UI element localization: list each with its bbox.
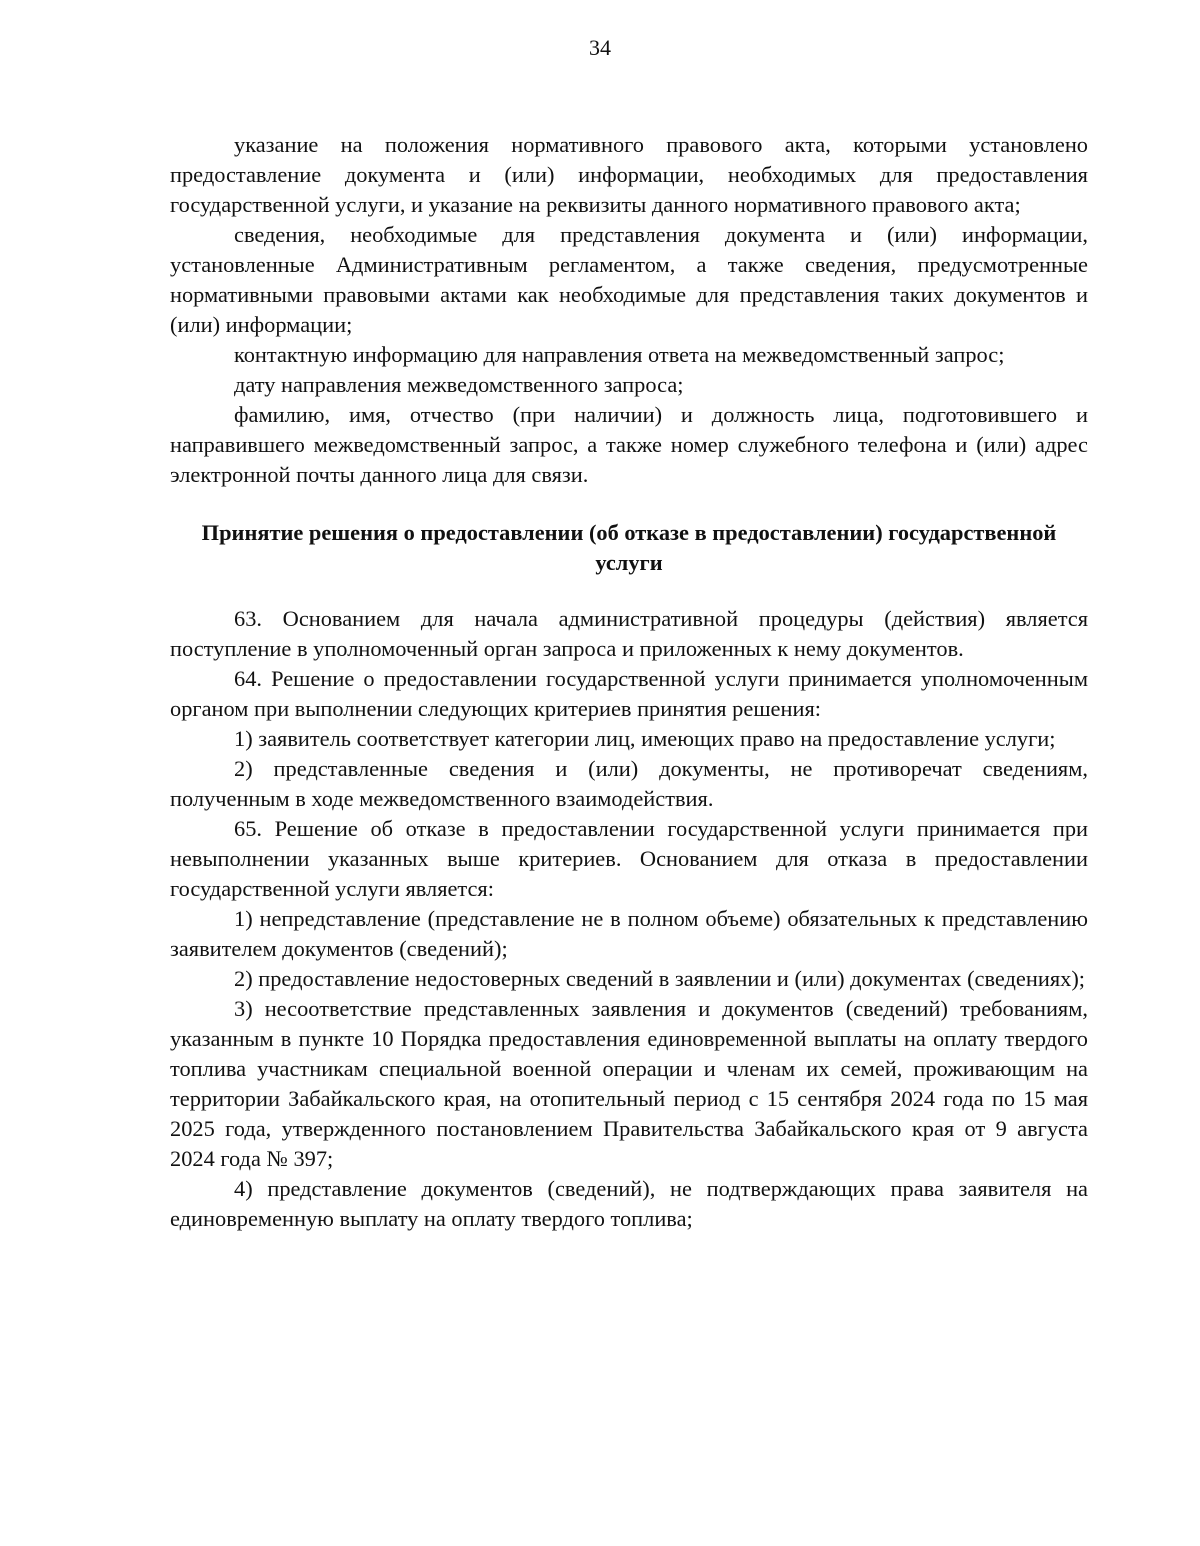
- paragraph: 2) представленные сведения и (или) документы, не противоречат сведениям, полученным в ходе межведомственного взаимодействия.: [170, 756, 1088, 811]
- document-body: [170, 130, 1088, 1234]
- paragraph: 1) заявитель соответствует категории лиц, имеющих право на предоставление услуги;: [234, 726, 1056, 751]
- paragraph: 4) представление документов (сведений), не подтверждающих права заявителя на единовременную выплату на оплату твердого топлива;: [170, 1176, 1088, 1231]
- paragraph: 64. Решение о предоставлении государственной услуги принимается уполномоченным органом при выполнении следующих критериев принятия решения:: [170, 666, 1088, 721]
- paragraph: 63. Основанием для начала административной процедуры (действия) является поступление в уполномоченный орган запроса и приложенных к нему документов.: [170, 606, 1088, 661]
- paragraph: указание на положения нормативного правового акта, которыми установлено предоставление документа и (или) информации, необходимых для предоставления государственной услуги, и указание на реквизиты данного нормативного правового акта;: [170, 132, 1088, 217]
- section-heading: Принятие решения о предоставлении (об отказе в предоставлении) государственной услуги: [201, 520, 1057, 575]
- paragraph: 2) предоставление недостоверных сведений в заявлении и (или) документах (сведениях);: [234, 966, 1086, 991]
- paragraph: 3) несоответствие представленных заявления и документов (сведений) требованиям, указанным в пункте 10 Порядка предоставления единовременной выплаты на оплату твердого топлива участникам специальной военной операции и членам их семей, проживающим на территории Забайкальского края, на отопительный период с 15 сентября 2024 года по 15 мая 2025 года, утвержденного постановлением Правительства Забайкальского края от 9 августа 2024 года № 397;: [170, 996, 1088, 1171]
- paragraph: сведения, необходимые для представления документа и (или) информации, установленные Административным регламентом, а также сведения, предусмотренные нормативными правовыми актами как необходимые для представления таких документов и (или) информации;: [170, 222, 1088, 337]
- paragraph: 65. Решение об отказе в предоставлении государственной услуги принимается при невыполнении указанных выше критериев. Основанием для отказа в предоставлении государственной услуги является:: [170, 816, 1088, 901]
- paragraph: дату направления межведомственного запроса;: [234, 372, 684, 397]
- page-number: 34: [589, 35, 611, 60]
- paragraph: контактную информацию для направления ответа на межведомственный запрос;: [234, 342, 1005, 367]
- paragraph: 1) непредставление (представление не в полном объеме) обязательных к представлению заявителем документов (сведений);: [170, 906, 1088, 961]
- paragraph: фамилию, имя, отчество (при наличии) и должность лица, подготовившего и направившего межведомственный запрос, а также номер служебного телефона и (или) адрес электронной почты данного лица для связи.: [170, 402, 1088, 487]
